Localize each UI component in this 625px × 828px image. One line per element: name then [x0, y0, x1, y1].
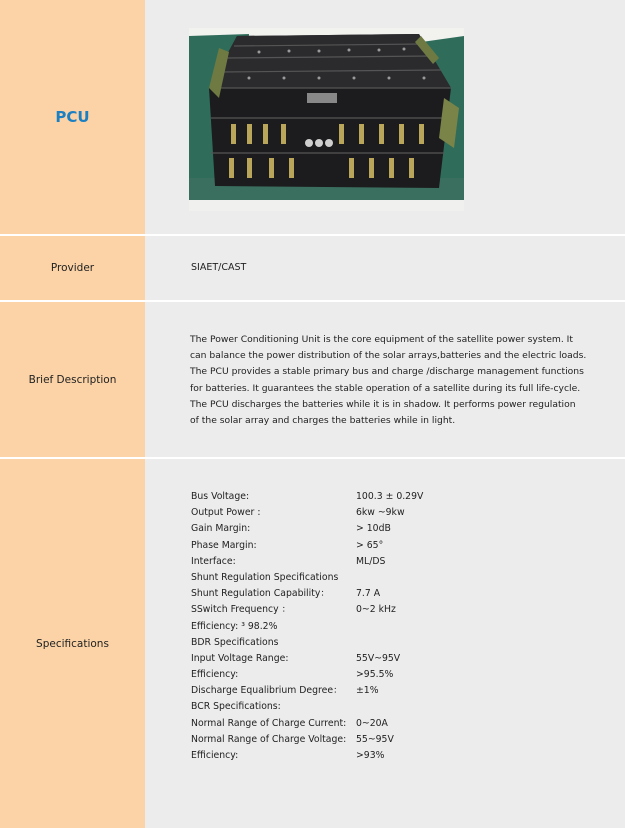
- description-line: The Power Conditioning Unit is the core equipment of the satellite power system. It: [190, 334, 573, 345]
- spec-row: [191, 732, 451, 748]
- spec-row: [191, 699, 451, 715]
- description-line: for batteries. It guarantees the stable operation of a satellite during its full life-cycle.: [190, 382, 581, 394]
- title-cell: [0, 0, 145, 234]
- spec-row: [191, 716, 451, 732]
- description-line: The PCU provides a stable primary bus and charge /discharge management functions: [190, 366, 584, 378]
- spec-value: 55~95V: [356, 733, 394, 745]
- specifications-label-cell: [0, 459, 145, 828]
- specifications-list: [191, 489, 451, 764]
- spec-key: Phase Margin:: [191, 539, 257, 551]
- spec-row: [191, 538, 451, 554]
- spec-key: Discharge Equalibrium Degree：: [191, 685, 343, 697]
- provider-value: SIAET/CAST: [191, 262, 247, 273]
- provider-label: Provider: [50, 262, 95, 274]
- spec-value: >93%: [356, 750, 385, 761]
- spec-key: Efficiency:: [191, 750, 239, 761]
- description-line: of the solar array and charges the batteries while in light.: [190, 415, 456, 427]
- spec-row: [191, 651, 451, 667]
- spec-row: [191, 521, 451, 537]
- spec-value: 7.7 A: [356, 588, 381, 600]
- description-line: The PCU discharges the batteries while it is in shadow. It performs power regulation: [190, 398, 576, 410]
- spec-row: [191, 554, 451, 570]
- spec-value: > 65°: [356, 539, 384, 551]
- spec-key: Shunt Regulation Specifications: [191, 571, 339, 583]
- spec-row: [191, 586, 451, 602]
- spec-key: BDR Specifications: [191, 636, 279, 648]
- spec-key: Efficiency: ³ 98.2%: [191, 620, 278, 632]
- product-photo: [189, 28, 464, 211]
- spec-row: [191, 505, 451, 521]
- spec-row: [191, 683, 451, 699]
- spec-row: [191, 489, 451, 505]
- spec-value: 55V~95V: [356, 652, 401, 664]
- spec-value: >95.5%: [356, 669, 394, 681]
- spec-row: [191, 570, 451, 586]
- spec-key: Efficiency:: [191, 669, 239, 681]
- spec-value: 100.3 ± 0.29V: [356, 491, 424, 502]
- spec-key: SSwitch Frequency ：: [191, 604, 291, 616]
- spec-key: Input Voltage Range:: [191, 652, 289, 664]
- description-label-cell: [0, 302, 145, 457]
- spec-value: 6kw ~9kw: [356, 507, 405, 519]
- spec-row: [191, 635, 451, 651]
- spec-key: Bus Voltage:: [191, 491, 250, 502]
- spec-value: > 10dB: [356, 523, 391, 535]
- spec-key: Normal Range of Charge Voltage:: [191, 733, 347, 745]
- spec-row: [191, 667, 451, 683]
- spec-value: ±1%: [356, 685, 379, 697]
- spec-key: BCR Specifications:: [191, 701, 281, 713]
- description-line: can balance the power distribution of the solar arrays,batteries and the electric loads.: [190, 350, 587, 362]
- spec-key: Interface:: [191, 555, 236, 567]
- spec-key: Normal Range of Charge Current:: [191, 717, 347, 729]
- specifications-label: Specifications: [36, 637, 109, 650]
- spec-value: ML/DS: [356, 555, 386, 567]
- spec-key: Shunt Regulation Capability：: [191, 588, 330, 600]
- provider-label-cell: [0, 236, 145, 300]
- spec-row: [191, 748, 451, 764]
- spec-row: [191, 619, 451, 635]
- description-label: Brief Description: [28, 373, 117, 386]
- spec-row: [191, 602, 451, 618]
- pcu-photo-illustration: [189, 28, 464, 211]
- spec-key: Output Power :: [191, 507, 261, 519]
- spec-key: Gain Margin:: [191, 523, 251, 535]
- product-title: PCU: [55, 108, 90, 126]
- description-text: [190, 332, 590, 429]
- spec-value: 0~20A: [356, 717, 388, 729]
- spec-value: 0~2 kHz: [356, 604, 396, 616]
